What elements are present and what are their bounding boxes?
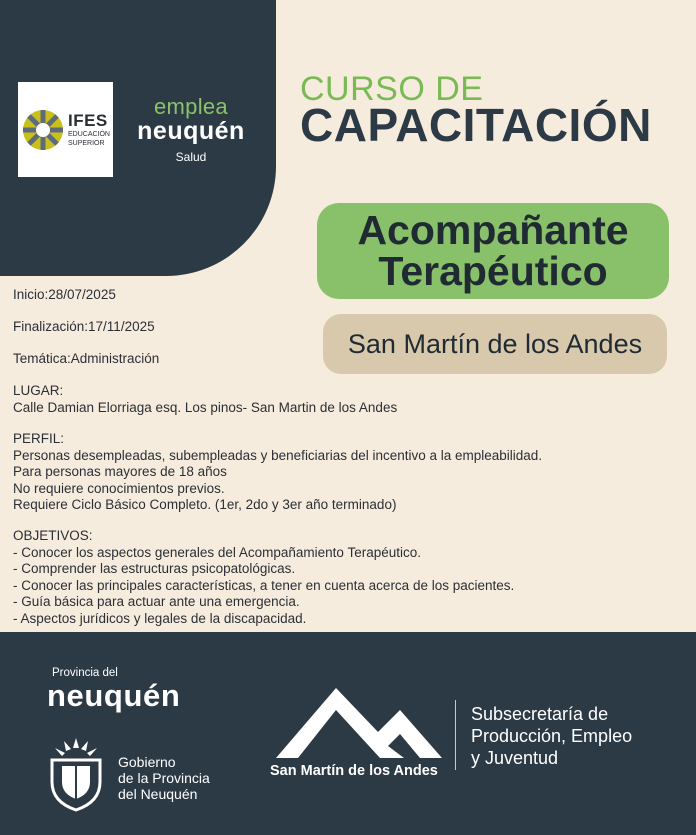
perfil-label: PERFIL:	[13, 431, 65, 446]
san-martin-label: San Martín de los Andes	[270, 763, 438, 779]
objetivos-section	[13, 528, 514, 627]
course-location: San Martín de los Andes	[347, 328, 643, 359]
emplea-word: emplea	[154, 94, 228, 119]
emplea-salud-label: Salud	[175, 149, 207, 164]
neuquen-logo-text: neuquén	[47, 678, 181, 713]
gobierno-line: del Neuquén	[118, 786, 198, 802]
curso-de-heading: CURSO DE	[300, 70, 484, 108]
gobierno-text	[118, 754, 210, 802]
footer-divider	[455, 700, 456, 770]
emplea-neuquen-word: neuquén	[137, 117, 245, 145]
ifes-title: IFES	[67, 110, 108, 130]
objetivo-line: - Conocer las principales características, a tener en cuenta acerca de los pacientes.	[13, 577, 515, 593]
provincia-del-label: Provincia del	[52, 667, 118, 679]
ifes-subtitle-2: SUPERIOR	[67, 140, 105, 147]
perfil-line: Requiere Ciclo Básico Completo. (1er, 2do y 3er año terminado)	[13, 497, 397, 512]
lugar-section	[13, 383, 397, 416]
lugar-value: Calle Damian Elorriaga esq. Los pinos- San Martin de los Andes	[13, 399, 398, 415]
course-name-badge	[317, 203, 669, 299]
objetivo-line: - Guía básica para actuar ante una emergencia.	[13, 594, 300, 609]
objetivo-line: - Comprender las estructuras psicopatológicas.	[13, 561, 296, 576]
topic: Temática:Administración	[13, 351, 160, 366]
subsecretaria-line: Producción, Empleo	[471, 726, 633, 746]
gobierno-line: de la Provincia	[118, 770, 210, 786]
mountain-logo-icon	[276, 688, 442, 762]
objetivo-line: - Conocer los aspectos generales del Acompañamiento Terapéutico.	[13, 544, 421, 560]
perfil-line: No requiere conocimientos previos.	[13, 480, 225, 496]
course-name-line2: Terapéutico	[378, 248, 608, 294]
gobierno-line: Gobierno	[118, 754, 176, 770]
objetivo-line: - Aspectos jurídicos y legales de la discapacidad.	[13, 610, 307, 626]
perfil-section	[13, 431, 542, 514]
objetivos-label: OBJETIVOS:	[13, 528, 93, 543]
ifes-subtitle-1: EDUCACIÓN	[67, 130, 110, 138]
subsecretaria-text	[471, 703, 632, 769]
ifes-emblem-icon	[21, 108, 65, 152]
end-date: Finalización:17/11/2025	[13, 319, 155, 334]
government-shield-icon	[44, 736, 108, 812]
lugar-label: LUGAR:	[13, 383, 64, 398]
course-name-line1: Acompañante	[357, 207, 629, 253]
ifes-logo	[18, 82, 113, 177]
course-location-badge	[323, 314, 667, 374]
subsecretaria-line: y Juventud	[471, 748, 559, 768]
start-date: Inicio:28/07/2025	[13, 287, 116, 302]
capacitacion-heading: CAPACITACIÓN	[300, 99, 652, 151]
subsecretaria-line: Subsecretaría de	[471, 704, 609, 724]
emplea-neuquen-logo	[126, 96, 256, 164]
perfil-line: Personas desempleadas, subempleadas y beneficiarias del incentivo a la empleabilidad.	[13, 447, 543, 463]
perfil-line: Para personas mayores de 18 años	[13, 464, 227, 479]
